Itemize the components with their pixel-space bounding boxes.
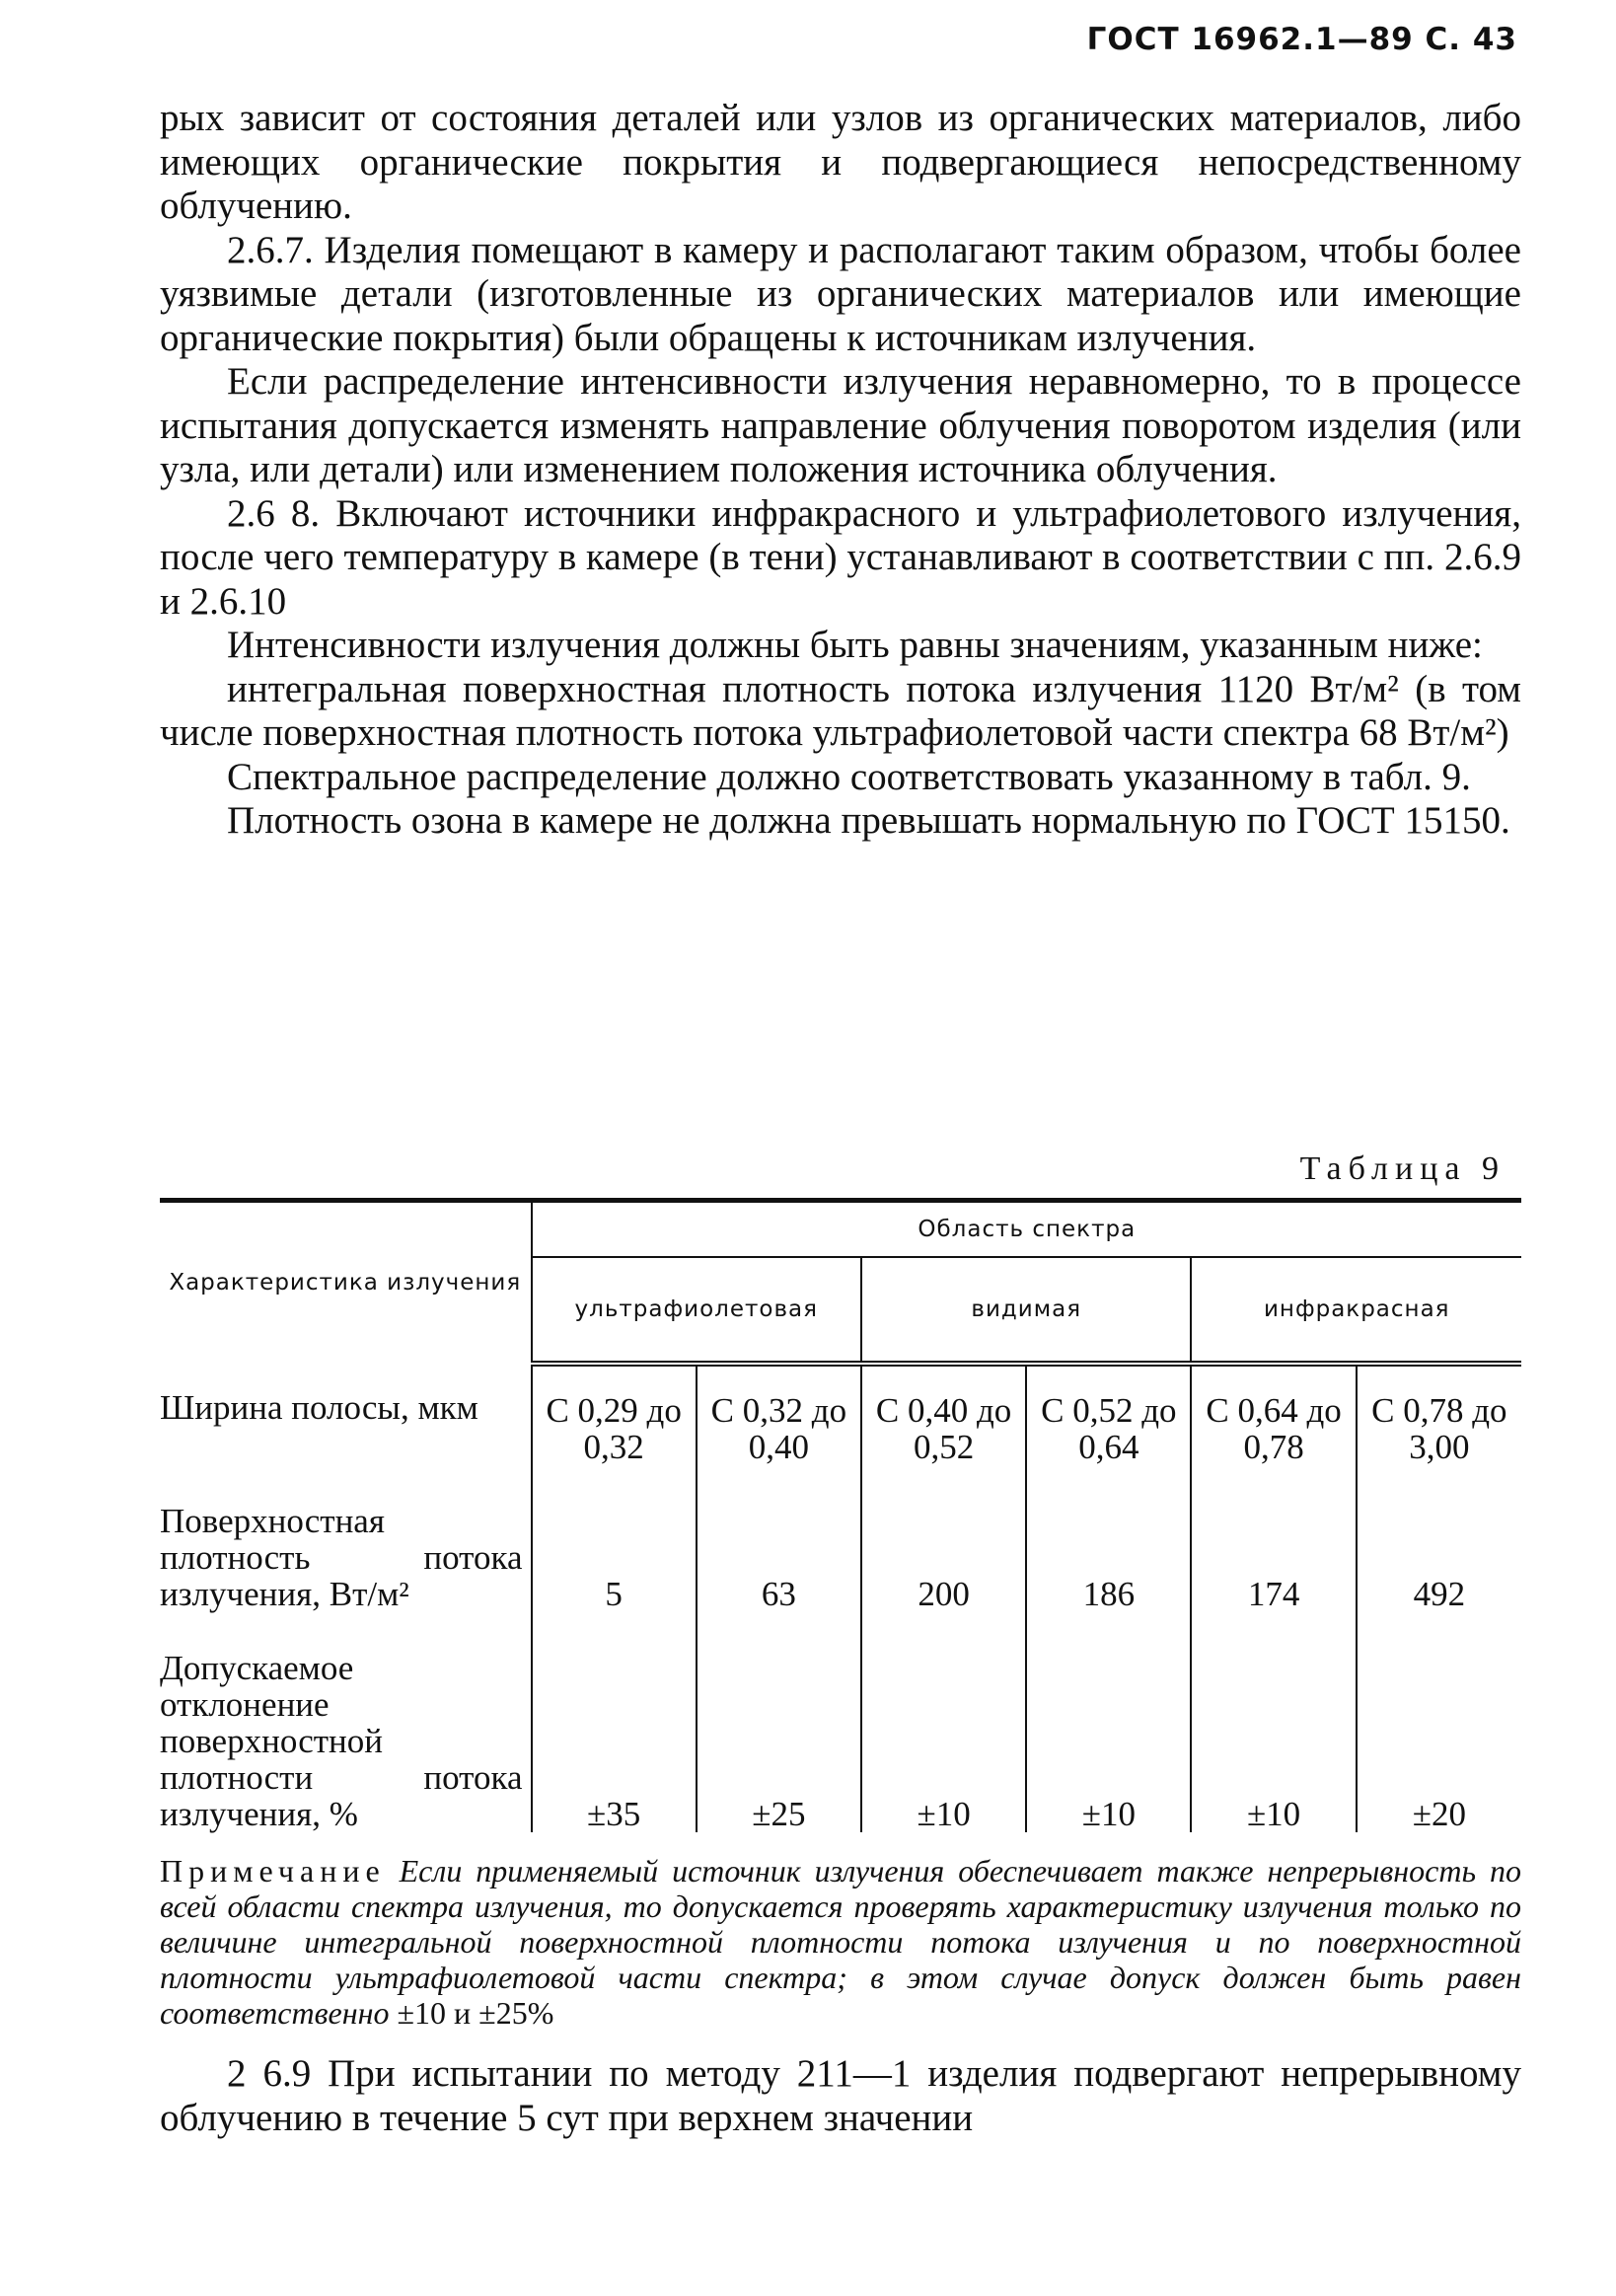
note-tolerance: ±10 и ±25% xyxy=(397,1995,554,2031)
table-cell: ±10 xyxy=(1191,1612,1356,1832)
paragraph: 2.6 8. Включают источники инфракрасного и ультрафиолетового излучения, после чего температуру в камере (в тени) устанавливают в соответствии с пп. 2.6.9 и 2.6.10 xyxy=(160,491,1521,623)
table-label: Таблица 9 xyxy=(1299,1150,1506,1187)
group-header: Область спектра xyxy=(532,1201,1521,1258)
table-cell: 63 xyxy=(697,1465,861,1612)
body-text xyxy=(160,97,1521,844)
table-row xyxy=(160,1612,1521,1832)
table-note xyxy=(160,1853,1521,2031)
table-cell: 5 xyxy=(532,1465,697,1612)
column-group-uv: ультрафиолетовая xyxy=(532,1257,861,1364)
paragraph: 2 6.9 При испытании по методу 211—1 изделия подвергают непрерывному облучению в течение 5 сут при верхнем значении xyxy=(160,2052,1521,2139)
table-cell: С 0,52 до 0,64 xyxy=(1026,1364,1191,1465)
note-text: Если применяемый источник излучения обеспечивает также непрерывность по всей области спектра излучения, то допускается проверять характеристику излучения только по величине интегральной поверхностной плотности потока излучения и по поверхностной плотности ультрафиолетовой части спектра; в этом случае допуск должен быть равен соответственно xyxy=(160,1853,1522,2031)
paragraph: 2.6.7. Изделия помещают в камеру и располагают таким образом, чтобы более уязвимые детали (изготовленные из органических материалов или имеющие органические покрытия) были обращены к источникам излучения. xyxy=(160,228,1521,359)
paragraph: Если распределение интенсивности излучения неравномерно, то в процессе испытания допускается изменять направление облучения поворотом изделия (или узла, или детали) или изменением положения источника облучения. xyxy=(160,360,1521,490)
table-cell: С 0,40 до 0,52 xyxy=(861,1364,1026,1465)
table-cell: ±35 xyxy=(532,1612,697,1832)
table-cell: ±20 xyxy=(1357,1612,1521,1832)
paragraph: рых зависит от состояния деталей или узлов из органических материалов, либо имеющих органические покрытия и подвергающиеся непосредственному облучению. xyxy=(160,97,1521,227)
note-heading: Примечание xyxy=(160,1853,386,1889)
table-cell: С 0,78 до 3,00 xyxy=(1357,1364,1521,1465)
table-row xyxy=(160,1364,1521,1465)
table-cell: 200 xyxy=(861,1465,1026,1612)
table-cell: ±10 xyxy=(861,1612,1026,1832)
table-cell: ±25 xyxy=(697,1612,861,1832)
table-cell: 174 xyxy=(1191,1465,1356,1612)
table-cell: С 0,32 до 0,40 xyxy=(697,1364,861,1465)
table-cell: 186 xyxy=(1026,1465,1191,1612)
column-group-visible: видимая xyxy=(861,1257,1191,1364)
table-row xyxy=(160,1465,1521,1612)
running-head: ГОСТ 16962.1—89 С. 43 xyxy=(1086,22,1517,57)
row-header: Характеристика излучения xyxy=(160,1201,532,1365)
paragraph: Спектральное распределение должно соответствовать указанному в табл. 9. xyxy=(227,755,1471,798)
table-cell: ±10 xyxy=(1026,1612,1191,1832)
paragraph: Плотность озона в камере не должна превышать нормальную по ГОСТ 15150. xyxy=(227,799,1510,842)
table-cell: С 0,64 до 0,78 xyxy=(1191,1364,1356,1465)
table-cell: 492 xyxy=(1357,1465,1521,1612)
spectrum-table xyxy=(160,1198,1521,1832)
paragraph: Интенсивности излучения должны быть равны значениям, указанным ниже: xyxy=(227,624,1483,666)
paragraph: интегральная поверхностная плотность потока излучения 1120 Вт/м² (в том числе поверхностная плотность потока ультрафиолетовой части спектра 68 Вт/м²) xyxy=(160,667,1521,754)
row-label: Допускаемое отклонение поверхностной плотности потока излучения, % xyxy=(160,1649,523,1833)
final-text xyxy=(160,2052,1521,2140)
row-label: Ширина полосы, мкм xyxy=(160,1388,478,1427)
column-group-ir: инфракрасная xyxy=(1191,1257,1521,1364)
table-cell: С 0,29 до 0,32 xyxy=(532,1364,697,1465)
row-label: Поверхностная плотность потока излучения, Вт/м² xyxy=(160,1502,523,1613)
